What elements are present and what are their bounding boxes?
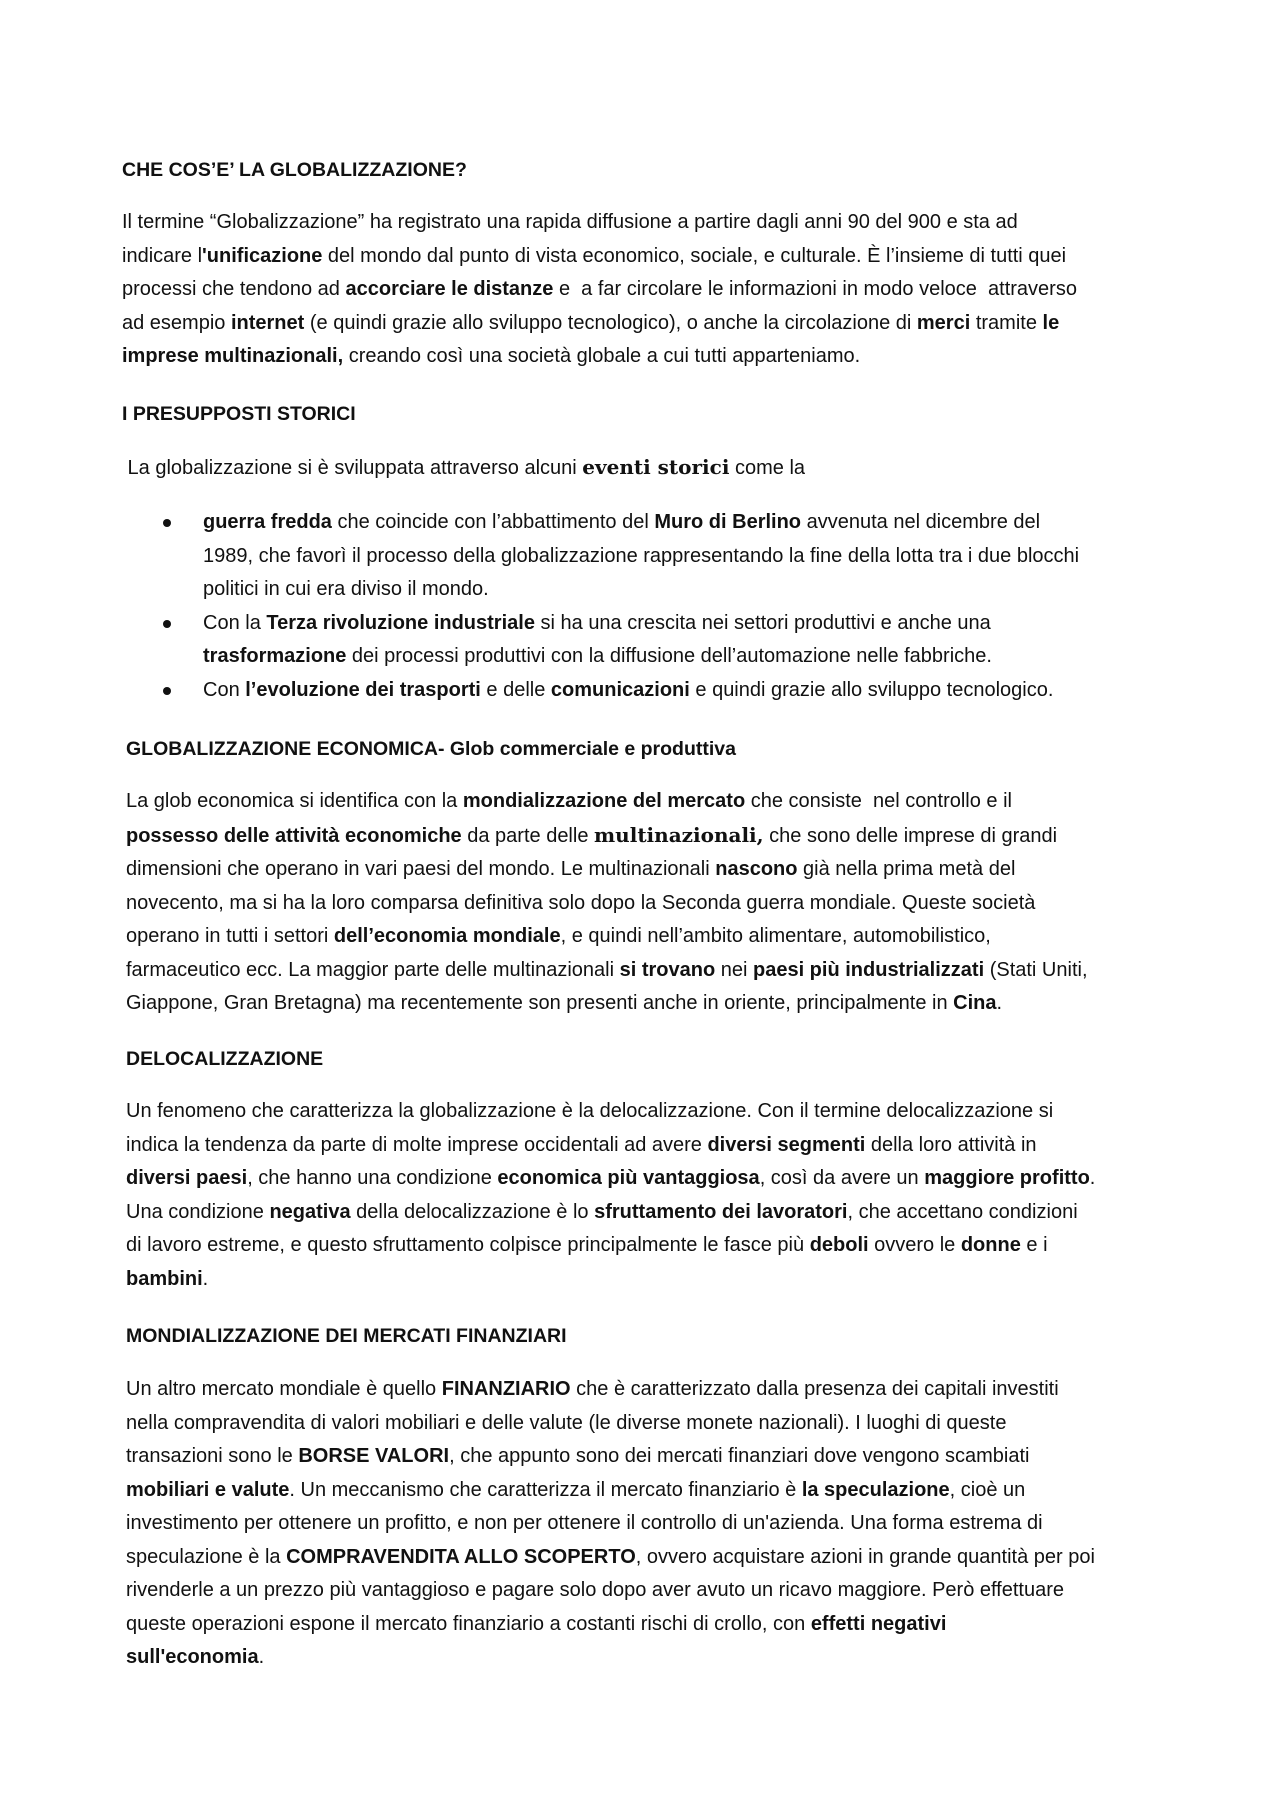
bold-text-run: BORSE VALORI xyxy=(298,1445,450,1467)
bold-text-run: la speculazione xyxy=(801,1478,950,1501)
text-line xyxy=(203,607,1163,641)
text-line xyxy=(203,506,1163,540)
bold-text-run: donne xyxy=(960,1234,1021,1256)
text-line xyxy=(126,1162,1166,1196)
bold-text-run: le xyxy=(1042,311,1060,334)
text-run: Con xyxy=(203,678,246,701)
text-run: , che accettano condizioni xyxy=(847,1200,1078,1223)
text-run: , così da avere un xyxy=(759,1167,925,1189)
text-run: ovvero le xyxy=(868,1234,961,1256)
text-run: Un fenomeno che caratterizza la globalizzazione è la delocalizzazione. Con il termine delocalizzazione si xyxy=(126,1100,1054,1122)
text-run: . xyxy=(1089,1167,1096,1189)
text-run: indicare l xyxy=(122,244,203,267)
bullet-item xyxy=(163,607,1163,674)
paragraph-presupposti-intro xyxy=(122,451,1162,486)
bold-text-run: mondializzazione del mercato xyxy=(462,790,746,812)
bold-text-run: sfruttamento dei lavoratori xyxy=(594,1200,848,1223)
bold-text-run: Muro di Berlino xyxy=(654,511,802,533)
text-run: . xyxy=(996,992,1003,1014)
bold-text-run: diversi segmenti xyxy=(707,1133,866,1156)
text-run: novecento, ma si ha la loro comparsa definitiva solo dopo la Seconda guerra mondiale. Queste società xyxy=(126,891,1036,914)
text-line xyxy=(126,1095,1166,1129)
bold-text-run: eventi storici xyxy=(582,455,730,479)
text-run: creando così una società globale a cui tutti apparteniamo. xyxy=(343,345,861,367)
text-run: speculazione è la xyxy=(126,1545,287,1568)
text-run: 1989, che favorì il processo della globalizzazione rappresentando la fine della lotta tra i due blocchi xyxy=(203,544,1080,567)
bold-text-run: guerra fredda xyxy=(203,511,332,533)
text-run: indica la tendenza da parte di molte imprese occidentali ad avere xyxy=(126,1133,708,1156)
text-run: , cioè un xyxy=(949,1478,1026,1501)
text-run: . xyxy=(258,1646,265,1668)
text-run: e quindi grazie allo sviluppo tecnologico. xyxy=(689,678,1054,701)
bold-text-run: effetti negativi xyxy=(810,1612,947,1635)
text-run: Con la xyxy=(203,611,267,634)
text-run: . xyxy=(202,1267,209,1290)
text-run: si ha una crescita nei settori produttivi e anche una xyxy=(534,611,991,634)
text-line xyxy=(126,1263,1166,1297)
text-run: del mondo dal punto di vista economico, sociale, e culturale. È l’insieme di tutti quei xyxy=(322,244,1067,267)
text-run: Giappone, Gran Bretagna) ma recentemente son presenti anche in oriente, principalmente in xyxy=(126,992,954,1014)
bold-text-run: mobiliari e valute xyxy=(126,1478,290,1501)
text-line xyxy=(126,785,1166,819)
text-run: , ovvero acquistare azioni in grande quantità per poi xyxy=(635,1545,1095,1568)
bullet-dot-icon xyxy=(163,620,171,628)
text-line xyxy=(126,853,1166,887)
bold-text-run: paesi più industrializzati xyxy=(752,958,985,981)
paragraph-globalizzazione xyxy=(122,206,1162,374)
section-heading-globalizzazione: CHE COS’E’ LA GLOBALIZZAZIONE? xyxy=(122,159,467,181)
text-run: della loro attività in xyxy=(865,1133,1037,1156)
bold-text-run: Cina xyxy=(953,992,997,1014)
bold-text-run: comunicazioni xyxy=(550,678,690,701)
text-line xyxy=(203,640,1163,674)
text-line xyxy=(126,1641,1166,1675)
text-run: , e quindi nell’ambito alimentare, automobilistico, xyxy=(560,925,991,947)
text-run: (Stati Uniti, xyxy=(984,958,1088,981)
text-run: nei xyxy=(715,958,753,981)
bold-text-run: COMPRAVENDITA ALLO SCOPERTO xyxy=(286,1545,636,1568)
bullet-dot-icon xyxy=(163,519,171,527)
text-run: queste operazioni espone il mercato finanziario a costanti rischi di crollo, con xyxy=(126,1612,811,1635)
bullet-item xyxy=(163,506,1163,607)
text-run: La glob economica si identifica con la xyxy=(126,790,463,812)
bold-text-run: merci xyxy=(916,311,971,334)
text-run: farmaceutico ecc. La maggior parte delle multinazionali xyxy=(126,958,620,981)
bold-text-run: 'unificazione xyxy=(202,244,323,267)
bold-text-run: trasformazione xyxy=(203,645,347,667)
text-run: avvenuta nel dicembre del xyxy=(801,511,1041,533)
text-line xyxy=(126,1574,1166,1608)
text-line xyxy=(126,987,1166,1021)
text-run: ad esempio xyxy=(122,311,231,334)
text-line xyxy=(126,1474,1166,1508)
text-run: investimento per ottenere un profitto, e non per ottenere il controllo di un'azienda. Una forma estrema di xyxy=(126,1512,1043,1534)
text-line xyxy=(126,1440,1166,1474)
text-line xyxy=(126,1129,1166,1163)
bold-text-run: diversi paesi xyxy=(126,1167,248,1189)
text-run: La globalizzazione si è sviluppata attraverso alcuni xyxy=(122,457,583,479)
text-run: della delocalizzazione è lo xyxy=(350,1200,595,1223)
paragraph-delocalizzazione xyxy=(126,1095,1166,1296)
bold-text-run: negativa xyxy=(269,1200,351,1223)
bold-text-run: internet xyxy=(230,311,305,334)
text-line xyxy=(126,954,1166,988)
section-heading-mercati-finanziari: MONDIALIZZAZIONE DEI MERCATI FINANZIARI xyxy=(126,1325,567,1347)
text-run: dei processi produttivi con la diffusione dell’automazione nelle fabbriche. xyxy=(346,645,992,667)
bullet-dot-icon xyxy=(163,687,171,695)
text-line xyxy=(126,1407,1166,1441)
bold-text-run: FINANZIARIO xyxy=(441,1378,571,1400)
text-line xyxy=(122,273,1162,307)
paragraph-mercati-finanziari xyxy=(126,1373,1166,1675)
text-run: dimensioni che operano in vari paesi del mondo. Le multinazionali xyxy=(126,858,716,880)
text-run: operano in tutti i settori xyxy=(126,925,334,947)
text-line xyxy=(126,920,1166,954)
text-line xyxy=(122,240,1162,274)
paragraph-globalizzazione-economica xyxy=(126,785,1166,1021)
text-line xyxy=(126,1507,1166,1541)
text-run: e i xyxy=(1020,1234,1048,1256)
text-line xyxy=(203,674,1163,708)
text-run: processi che tendono ad xyxy=(122,278,346,300)
text-run: che coincide con l’abbattimento del xyxy=(331,511,655,533)
text-run: (e quindi grazie allo sviluppo tecnologico), o anche la circolazione di xyxy=(304,311,917,334)
text-line xyxy=(203,573,1163,607)
bold-text-run: imprese multinazionali, xyxy=(122,345,344,367)
text-run: che consiste nel controllo e il xyxy=(745,790,1012,812)
bold-text-run: accorciare le distanze xyxy=(345,278,554,300)
text-run: , che appunto sono dei mercati finanziari dove vengono scambiati xyxy=(449,1445,1030,1467)
text-run: politici in cui era diviso il mondo. xyxy=(203,578,489,600)
text-run: che è caratterizzato dalla presenza dei capitali investiti xyxy=(570,1378,1059,1400)
bold-text-run: nascono xyxy=(715,858,798,880)
text-run: di lavoro estreme, e questo sfruttamento colpisce principalmente le fasce più xyxy=(126,1234,810,1256)
bold-text-run: bambini xyxy=(126,1267,203,1290)
bold-text-run: Terza rivoluzione industriale xyxy=(266,611,535,634)
bold-text-run: l’evoluzione dei trasporti xyxy=(245,678,481,701)
bold-text-run: sull'economia xyxy=(126,1646,259,1668)
bold-text-run: economica più vantaggiosa xyxy=(497,1167,760,1189)
text-line xyxy=(126,1373,1166,1407)
text-run: , che hanno una condizione xyxy=(247,1167,498,1189)
bold-text-run: si trovano xyxy=(619,958,716,981)
text-line xyxy=(126,1229,1166,1263)
text-line xyxy=(122,206,1162,240)
text-run: transazioni sono le xyxy=(126,1445,299,1467)
bold-text-run: dell’economia mondiale xyxy=(333,925,561,947)
bold-text-run: deboli xyxy=(809,1234,869,1256)
text-run: e delle xyxy=(480,678,551,701)
text-line xyxy=(126,887,1166,921)
text-run: già nella prima metà del xyxy=(797,858,1016,880)
text-run: e a far circolare le informazioni in modo veloce attraverso xyxy=(553,278,1077,300)
text-line xyxy=(126,1608,1166,1642)
text-run: . Un meccanismo che caratterizza il mercato finanziario è xyxy=(289,1478,802,1501)
section-heading-globalizzazione-economica: GLOBALIZZAZIONE ECONOMICA- Glob commerciale e produttiva xyxy=(126,738,736,760)
text-run: Una condizione xyxy=(126,1200,270,1223)
text-run: nella compravendita di valori mobiliari e delle valute (le diverse monete nazionali). I luoghi di queste xyxy=(126,1411,1007,1434)
bold-text-run: multinazionali, xyxy=(594,822,764,847)
text-line xyxy=(126,1541,1166,1575)
bullet-list-eventi-storici xyxy=(163,506,1163,707)
text-line xyxy=(203,540,1163,574)
text-run: Il termine “Globalizzazione” ha registrato una rapida diffusione a partire dagli anni 90 del 900 e sta ad xyxy=(122,211,1018,233)
bold-text-run: maggiore profitto xyxy=(924,1167,1090,1189)
text-run: tramite xyxy=(970,311,1043,334)
section-heading-presupposti-storici: I PRESUPPOSTI STORICI xyxy=(122,403,356,425)
bold-text-run: possesso delle attività economiche xyxy=(126,824,462,847)
text-run: Un altro mercato mondiale è quello xyxy=(126,1378,442,1400)
text-line xyxy=(126,819,1166,854)
text-run: come la xyxy=(729,457,806,479)
text-line xyxy=(122,340,1162,374)
text-line xyxy=(122,451,1162,486)
text-run: da parte delle xyxy=(461,824,595,847)
text-run: che sono delle imprese di grandi xyxy=(763,824,1058,847)
text-line xyxy=(122,307,1162,341)
text-run: rivenderle a un prezzo più vantaggioso e pagare solo dopo aver avuto un ricavo maggiore. Però effettuare xyxy=(126,1579,1065,1601)
text-line xyxy=(126,1196,1166,1230)
bullet-item xyxy=(163,674,1163,708)
section-heading-delocalizzazione: DELOCALIZZAZIONE xyxy=(126,1048,324,1070)
